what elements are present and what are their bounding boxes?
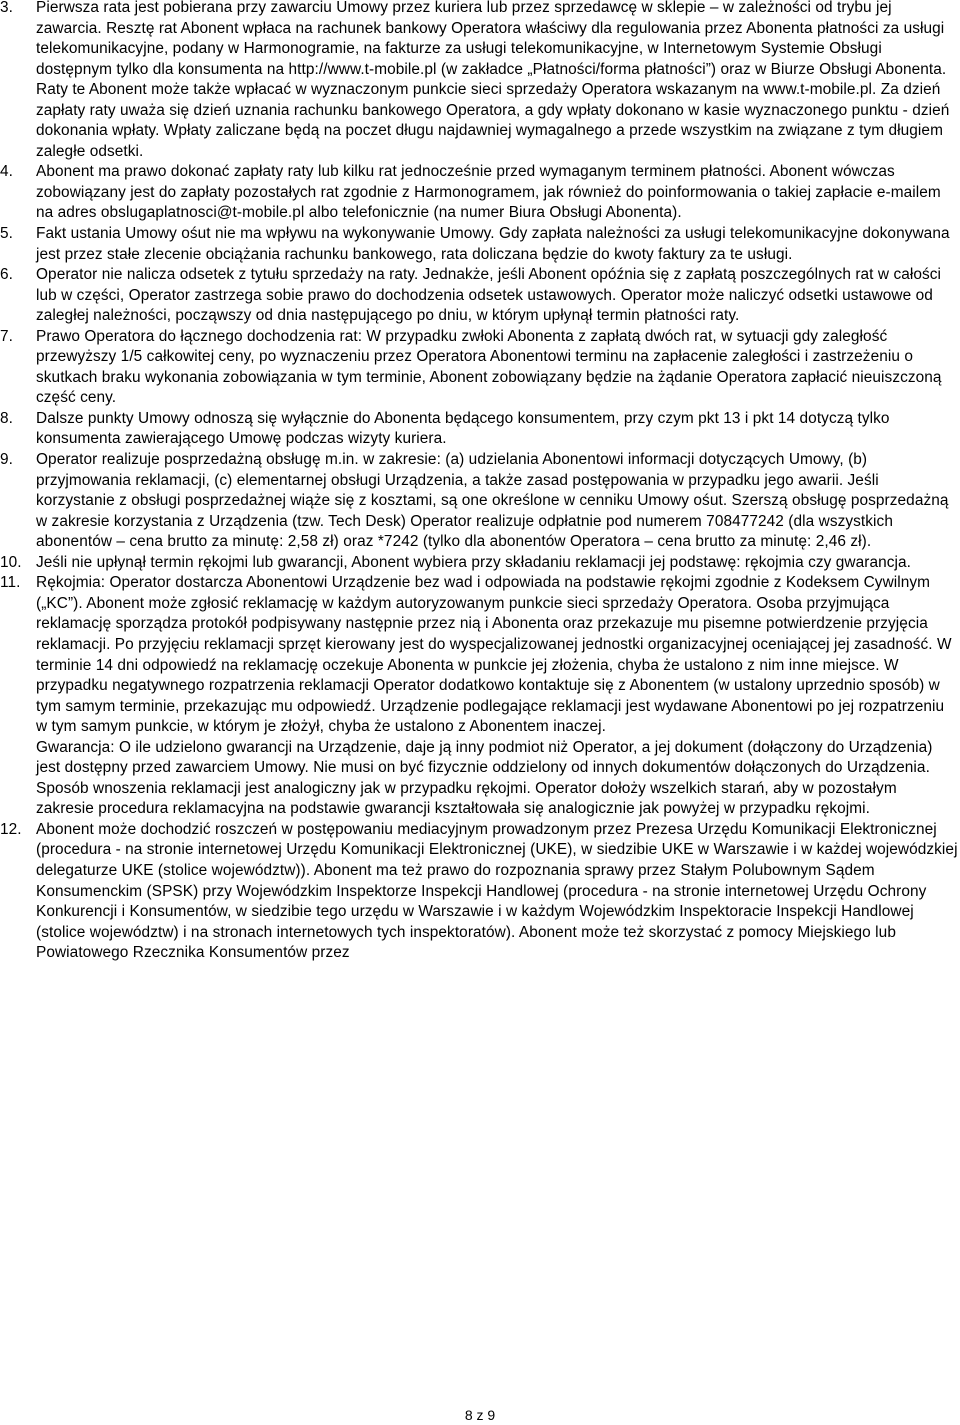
- list-item-9: [0, 450, 960, 553]
- list-item-12: [0, 820, 960, 964]
- item-number: 3.: [0, 0, 13, 16]
- item-text: [36, 573, 958, 820]
- list-item-5: [0, 224, 960, 265]
- list-item-3: [0, 0, 960, 162]
- item-text: [36, 820, 958, 964]
- list-item-10: [0, 553, 960, 574]
- item-number: 9.: [0, 451, 13, 469]
- list-item-8: [0, 409, 960, 450]
- item-text: [36, 553, 958, 574]
- list-item-11: [0, 573, 960, 820]
- item-paragraph: Dalsze punkty Umowy odnoszą się wyłącznie do Abonenta będącego konsumentem, przy czym pkt 13 i pkt 14 dotyczą tylko konsumenta zawierającego Umowę podczas wizyty kuriera.: [36, 409, 890, 448]
- item-paragraph: Rękojmia: Operator dostarcza Abonentowi Urządzenie bez wad i odpowiada na podstawie rękojmi zgodnie z Kodeksem Cywilnym („KC”). Abonent może zgłosić reklamację w każdym autoryzowanym punkcie sieci sprzedaży Operatora. Osoba przyjmująca reklamację sporządza protokół podpisywany następnie przez nią i Abonenta oraz przekazuje mu pisemne potwierdzenie przyjęcia reklamacji. Po przyjęciu reklamacji sprzęt kierowany jest do wyspecjalizowanej jednostki organizacyjnej oceniającej jej zasadność. W terminie 14 dni odpowiedź na reklamację oczekuje Abonenta w punkcie jej złożenia, chyba że ustalono z nim inne miejsce. W przypadku negatywnego rozpatrzenia reklamacji Operator dodatkowo kontaktuje się z Abonentem (w ustalony uprzednio sposób) w tym samym terminie, przekazując mu odpowiedź. Urządzenie podlegające reklamacji jest wydawane Abonentowi po jej rozpatrzeniu w tym samym punkcie, w którym je złożył, chyba że ustalono z Abonentem inaczej.: [36, 574, 952, 736]
- item-paragraph: Pierwsza rata jest pobierana przy zawarciu Umowy przez kuriera lub przez sprzedawcę w sklepie – w zależności od trybu jej zawarcia. Resztę rat Abonent wpłaca na rachunek bankowy Operatora właściwy dla regulowania przez Abonenta płatności za usługi telekomunikacyjne, podany w Harmonogramie, na fakturze za usługi telekomunikacyjne, w Internetowym Systemie Obsługi dostępnym tylko dla konsumenta na http://www.t-mobile.pl (w zakładce „Płatności/forma płatności”) oraz w Biurze Obsługi Abonenta. Raty te Abonent może także wpłacać w wyznaczonym punkcie sieci sprzedaży Operatora wskazanym na www.t-mobile.pl. Za dzień zapłaty raty uważa się dzień uznania rachunku bankowego Operatora, a gdy wpłaty dokonano w kasie wyznaczonego punktu - dzień dokonania wpłaty. Wpłaty zaliczane będą na poczet długu najdawniej wymagalnego a przede wszystkim na związane z tym długiem zaległe odsetki.: [36, 0, 950, 160]
- item-text: [36, 0, 958, 162]
- item-text: [36, 224, 958, 265]
- item-number: 8.: [0, 409, 13, 427]
- item-paragraph: Operator realizuje posprzedażną obsługę m.in. w zakresie: (a) udzielania Abonentowi informacji dotyczących Umowy, (b) przyjmowania reklamacji, (c) elementarnej obsługi Urządzenia, a także zasad postępowania w przypadku jego awarii. Jeśli korzystanie z obsługi posprzedażnej wiąże się z kosztami, są one określone w cenniku Umowy ośut. Szerszą obsługę posprzedażną w zakresie korzystania z Urządzenia (tzw. Tech Desk) Operator realizuje odpłatnie pod numerem 708477242 (dla wszystkich abonentów – cena brutto za minutę: 2,58 zł) oraz *7242 (tylko dla abonentów Operatora – cena brutto za minutę: 2,46 zł).: [36, 451, 949, 551]
- list-item-6: [0, 265, 960, 327]
- item-paragraph: Fakt ustania Umowy ośut nie ma wpływu na wykonywanie Umowy. Gdy zapłata należności za usługi telekomunikacyjne dokonywana jest przez stałe zlecenie obciążania rachunku bankowego, rata doliczana będzie do kwoty faktury za te usługi.: [36, 225, 950, 263]
- item-text: [36, 265, 958, 327]
- list-item-4: [0, 162, 960, 224]
- item-text: [36, 450, 958, 553]
- item-paragraph: Operator nie nalicza odsetek z tytułu sprzedaży na raty. Jednakże, jeśli Abonent opóźnia się z zapłatą poszczególnych rat w całości lub w części, Operator zastrzega sobie prawo do dochodzenia odsetek ustawowych. Operator może naliczyć odsetki ustawowe od zaległej należności, począwszy od dnia następującego po dniu, w którym upłynął termin płatności raty.: [36, 266, 942, 325]
- item-number: 6.: [0, 266, 13, 284]
- item-number: 7.: [0, 327, 13, 345]
- item-number: 10.: [0, 553, 22, 571]
- item-number: 11.: [0, 574, 21, 592]
- item-number: 5.: [0, 225, 13, 243]
- page-number: 8 z 9: [464, 1407, 496, 1423]
- item-paragraph: Abonent ma prawo dokonać zapłaty raty lub kilku rat jednocześnie przed wymaganym terminem płatności. Abonent wówczas zobowiązany jest do zapłaty pozostałych rat zgodnie z Harmonogramem, jak również do poinformowania o takiej zapłacie e-mailem na adres obslugaplatnosci@t-mobile.pl albo telefonicznie (na numer Biura Obsługi Abonenta).: [36, 163, 941, 222]
- list-item-7: [0, 327, 960, 409]
- item-number: 4.: [0, 163, 13, 181]
- item-paragraph: Gwarancja: O ile udzielono gwarancji na Urządzenie, daje ją inny podmiot niż Operator, a jej dokument (dołączony do Urządzenia) jest dostępny przed zawarciem Umowy. Nie musi on być fizycznie oddzielony od innych dokumentów dołączonych do Urządzenia. Sposób wnoszenia reklamacji jest analogiczny jak w przypadku rękojmi. Operator dołoży wszelkich starań, aby w pozostałym zakresie procedura reklamacyjna na podstawie gwarancji kształtowała się analogicznie jak powyżej w przypadku rękojmi.: [36, 738, 933, 818]
- item-paragraph: Prawo Operatora do łącznego dochodzenia rat: W przypadku zwłoki Abonenta z zapłatą dwóch rat, w sytuacji gdy zaległość przewyższy 1/5 całkowitej ceny, po wyznaczeniu przez Operatora Abonentowi terminu na zapłacenie zaległości i zastrzeżeniu o skutkach braku wykonania zobowiązania w tym terminie, Abonent zobowiązany będzie na żądanie Operatora zapłacić nieuiszczoną część ceny.: [36, 327, 942, 407]
- item-text: [36, 162, 958, 224]
- item-text: [36, 409, 958, 450]
- item-paragraph: Jeśli nie upłynął termin rękojmi lub gwarancji, Abonent wybiera przy składaniu reklamacji jej podstawę: rękojmia czy gwarancja.: [36, 553, 911, 571]
- item-number: 12.: [0, 820, 22, 838]
- item-text: [36, 327, 958, 409]
- item-paragraph: Abonent może dochodzić roszczeń w postępowaniu mediacyjnym prowadzonym przez Prezesa Urzędu Komunikacji Elektronicznej (procedura - na stronie internetowej Urzędu Komunikacji Elektronicznej (UKE), w siedzibie UKE w Warszawie i w każdej wojewódzkiej delegaturze UKE (stolice województw)). Abonent ma też prawo do rozpoznania sprawy przez Stałym Polubownym Sądem Konsumenckim (SPSK) przy Wojewódzkim Inspektorze Inspekcji Handlowej (procedura - na stronie internetowej Urzędu Ochrony Konkurencji i Konsumentów, w siedzibie tego urzędu w Warszawie i w każdym Wojewódzkim Inspektoracie Inspekcji Handlowej (stolice województw) i na stronach internetowych tych inspektoratów). Abonent może też skorzystać z pomocy Miejskiego lub Powiatowego Rzecznika Konsumentów przez: [36, 820, 958, 962]
